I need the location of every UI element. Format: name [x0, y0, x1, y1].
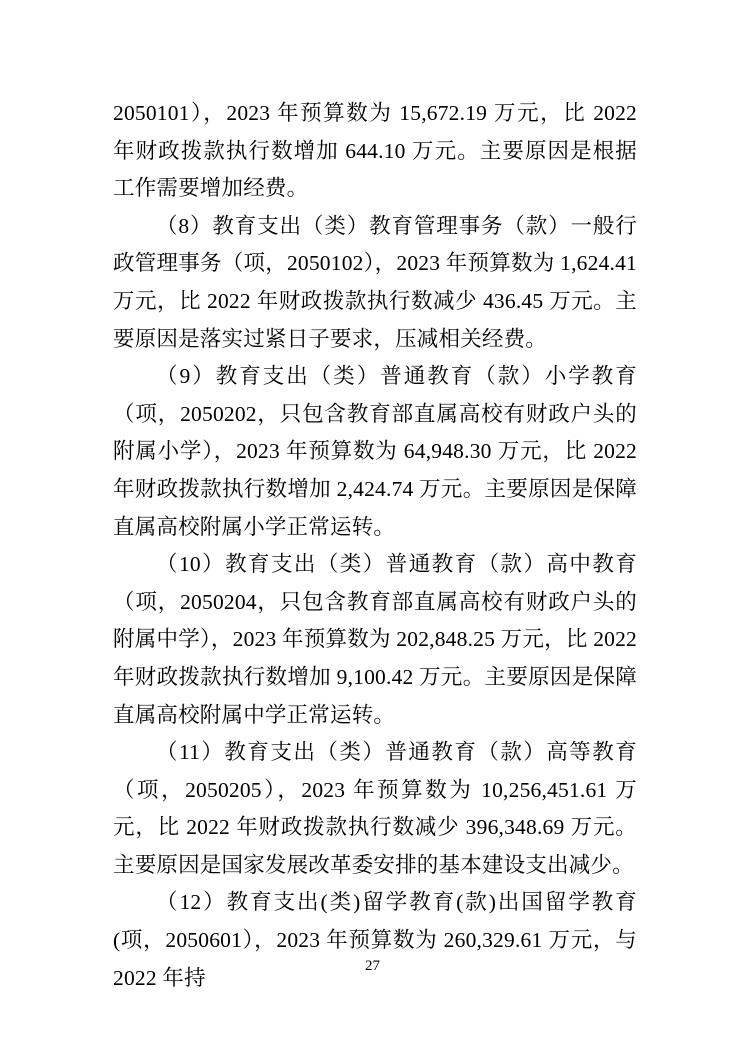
page-number: 27: [365, 958, 380, 974]
paragraph-item9: （9）教育支出（类）普通教育（款）小学教育（项，2050202，只包含教育部直属高校有财政户头的附属小学），2023 年预算数为 64,948.30 万元，比 2022 年财政拨款执行数增加 2,424.74 万元。主要原因是保障直属高校附属小学正常运转。: [113, 364, 637, 539]
paragraph-item10: （10）教育支出（类）普通教育（款）高中教育（项，2050204，只包含教育部直属高校有财政户头的附属中学），2023 年预算数为 202,848.25 万元，比 2022 年财政拨款执行数增加 9,100.42 万元。主要原因是保障直属高校附属中学正常运转。: [113, 552, 637, 727]
paragraph-item8: （8）教育支出（类）教育管理事务（款）一般行政管理事务（项，2050102），2023 年预算数为 1,624.41 万元，比 2022 年财政拨款执行数减少 436.45 万元。主要原因是落实过紧日子要求，压减相关经费。: [113, 213, 637, 351]
paragraph-item11: （11）教育支出（类）普通教育（款）高等教育（项，2050205），2023 年预算数为 10,256,451.61 万元，比 2022 年财政拨款执行数减少 396,348.69 万元。主要原因是国家发展改革委安排的基本建设支出减少。: [113, 740, 637, 877]
paragraph-item12: （12）教育支出(类)留学教育(款)出国留学教育(项，2050601），2023 年预算数为 260,329.61 万元，与 2022 年持: [113, 890, 637, 990]
document-body: [113, 95, 637, 997]
paragraph-item7-continuation: 2050101），2023 年预算数为 15,672.19 万元，比 2022 年财政拨款执行数增加 644.10 万元。主要原因是根据工作需要增加经费。: [113, 101, 637, 201]
